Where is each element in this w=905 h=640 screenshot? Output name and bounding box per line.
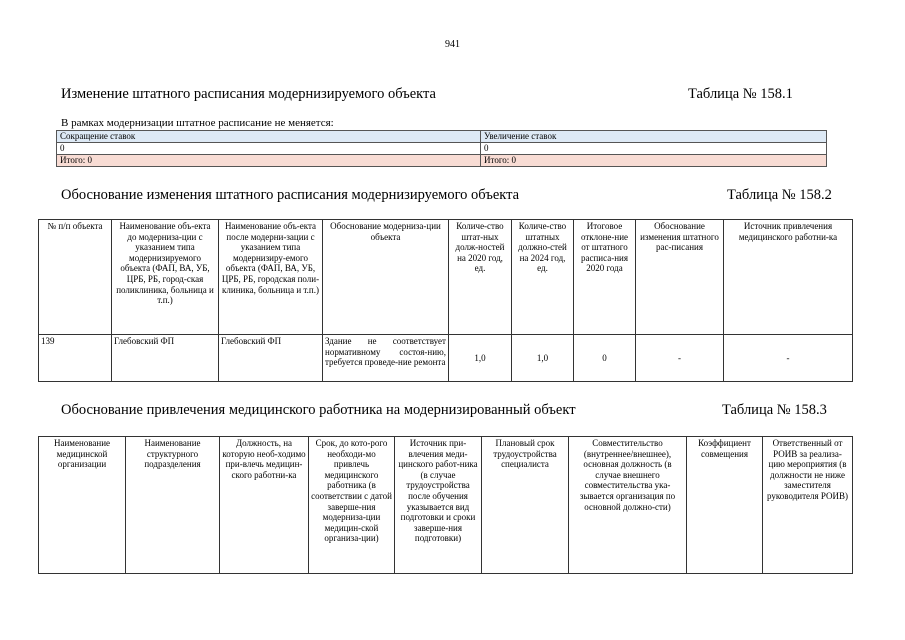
staffing-justification-table: [38, 219, 853, 382]
col-position: Должность, на которую необ-ходимо при-влечь медицин-ского работни-ка: [220, 437, 309, 574]
cell-name-before: Глебовский ФП: [112, 335, 219, 382]
col-organization: Наименование медицинской организации: [39, 437, 126, 574]
col-positions-2024: Количе-ство штатных должно-стей на 2024 год, ед.: [512, 220, 574, 335]
col-positions-2020: Количе-ство штат-ных долж-ностей на 2020 год, ед.: [449, 220, 512, 335]
col-deadline: Срок, до кото-рого необходи-мо привлечь медицинского работника (в соответствии с датой заверше-ния модерниза-ции медицин-ской организа-ции): [309, 437, 395, 574]
table-row: [57, 143, 827, 155]
col-change-justification: Обоснование изменения штатного рас-писания: [636, 220, 724, 335]
cell-number: 139: [39, 335, 112, 382]
table-row: [57, 131, 827, 143]
staffing-change-table: [56, 130, 827, 167]
col-name-before: Наименование объ-екта до модерниза-ции с указанием типа модернизируемого объекта (ФАП, ВА, УБ, ЦРБ, РБ, город-ская поликлиника, больница и т.п.): [112, 220, 219, 335]
header-row: [39, 437, 853, 574]
increase-header: Увеличение ставок: [481, 131, 827, 143]
cell-source: -: [724, 335, 853, 382]
col-justification: Обоснование модерниза-ции объекта: [323, 220, 449, 335]
section3-table-label: Таблица № 158.3: [722, 402, 827, 418]
col-name-after: Наименование объ-екта после модерни-зации с указанием типа модернизиру-емого объекта (ФАП, ВА, УБ, ЦРБ, РБ, городская поли-клиника, больница и т.п.): [219, 220, 323, 335]
section1-title: Изменение штатного расписания модернизируемого объекта: [61, 86, 436, 102]
cell-name-after: Глебовский ФП: [219, 335, 323, 382]
reduction-header: Сокращение ставок: [57, 131, 481, 143]
col-department: Наименование структурного подразделения: [126, 437, 220, 574]
col-planned-date: Плановый срок трудоустройства специалиста: [482, 437, 569, 574]
page-number: 941: [445, 39, 460, 50]
increase-value: 0: [481, 143, 827, 155]
table-row: [57, 155, 827, 167]
increase-total: Итого: 0: [481, 155, 827, 167]
reduction-total: Итого: 0: [57, 155, 481, 167]
cell-positions-2020: 1,0: [449, 335, 512, 382]
cell-justification: Здание не соответствует нормативному состоя-нию, требуется проведе-ние ремонта: [323, 335, 449, 382]
section1-note: В рамках модернизации штатное расписание не меняется:: [61, 117, 334, 129]
col-part-time: Совместительство (внутреннее/внешнее), основная должность (в случае внешнего совместительства ука-зывается организация по основной должно-сти): [569, 437, 687, 574]
cell-deviation: 0: [574, 335, 636, 382]
col-number: № п/п объекта: [39, 220, 112, 335]
section3-title: Обоснование привлечения медицинского работника на модернизированный объект: [61, 402, 576, 418]
col-source: Источник привлечения медицинского работни-ка: [724, 220, 853, 335]
col-responsible: Ответственный от РОИВ за реализа-цию мероприятия (в должности не ниже заместителя руководителя РОИВ): [763, 437, 853, 574]
col-deviation: Итоговое отклоне-ние от штатного расписа-ния 2020 года: [574, 220, 636, 335]
section1-table-label: Таблица № 158.1: [688, 86, 793, 102]
section2-title: Обоснование изменения штатного расписания модернизируемого объекта: [61, 187, 520, 203]
header-row: [39, 220, 853, 335]
reduction-value: 0: [57, 143, 481, 155]
cell-positions-2024: 1,0: [512, 335, 574, 382]
section2-table-label: Таблица № 158.2: [727, 187, 832, 203]
worker-recruitment-table: [38, 436, 853, 574]
cell-change-justification: -: [636, 335, 724, 382]
table-row: [39, 335, 853, 382]
col-coefficient: Коэффициент совмещения: [687, 437, 763, 574]
col-recruitment-source: Источник при-влечения меди-цинского работ-ника (в случае трудоустройства после обучения указывается вид подготовки и сроки заверше-ния подготовки): [395, 437, 482, 574]
